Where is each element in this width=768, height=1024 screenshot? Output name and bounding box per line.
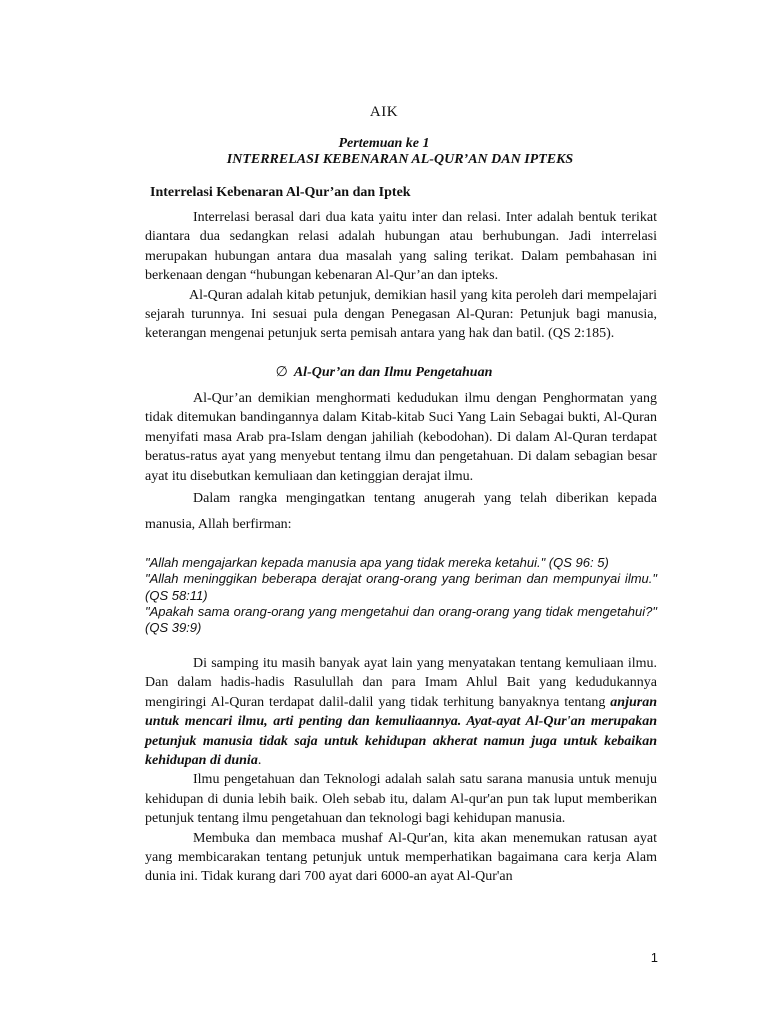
section-heading: Interrelasi Kebenaran Al-Qur’an dan Iptek bbox=[150, 185, 411, 200]
main-heading: INTERRELASI KEBENARAN AL-QUR’AN DAN IPTEKS bbox=[226, 152, 574, 167]
closing-paragraph-1-end: . bbox=[257, 753, 262, 769]
closing-section bbox=[145, 654, 657, 887]
empty-set-bullet-icon: ∅ bbox=[275, 365, 288, 380]
intro-section bbox=[145, 208, 657, 344]
quran-quotes bbox=[145, 555, 657, 636]
intro-paragraph-2: Al-Quran adalah kitab petunjuk, demikian hasil yang kita peroleh dari mempelajari sejarah turunnya. Ini sesuai pula dengan Penegasan Al-Quran: Petunjuk bagi manusia, keterangan mengenai petunjuk serta pemisah antara yang hak dan batil. (QS 2:185). bbox=[145, 287, 657, 342]
meeting-label: Pertemuan ke 1 bbox=[338, 136, 430, 151]
sub-heading-label: Al-Qur’an dan Ilmu Pengetahuan bbox=[293, 365, 493, 380]
closing-paragraph-1-lead: Di samping itu masih banyak ayat lain yang menyatakan tentang kemuliaan ilmu. Dan dalam hadis-hadis Rasulullah dan para Imam Ahlul Bait yang kedudukannya mengiringi Al-Quran terdapat dalil-dalil yang tidak terhitung banyaknya tentang bbox=[145, 656, 657, 710]
knowledge-paragraph-2: Dalam rangka mengingatkan tentang anugerah yang telah diberikan kepada manusia, Allah berfirman: bbox=[145, 491, 657, 533]
quote-1: "Allah mengajarkan kepada manusia apa yang tidak mereka ketahui." (QS 96: 5) bbox=[145, 555, 609, 570]
closing-paragraph-1 bbox=[145, 654, 657, 770]
closing-paragraph-2: Ilmu pengetahuan dan Teknologi adalah salah satu sarana manusia untuk menuju kehidupan di dunia lebih baik. Oleh sebab itu, dalam Al-qur'an pun tak luput memberikan petunjuk tentang ilmu pengetahuan dan teknologi bagi kehidupan manusia. bbox=[145, 772, 657, 827]
intro-paragraph-1: Interrelasi berasal dari dua kata yaitu inter dan relasi. Inter adalah bentuk terikat diantara dua sedangkan relasi adalah hubungan atau berhubungan. Jadi interrelasi merupakan hubungan antara dua masalah yang saling terikat. Dalam pembahasan ini berkenaan dengan “hubungan kebenaran Al-Qur’an dan ipteks. bbox=[145, 210, 657, 284]
knowledge-section bbox=[145, 389, 657, 538]
page-number: 1 bbox=[650, 950, 658, 965]
closing-paragraph-1-emphasis: anjuran untuk mencari ilmu, arti penting dan kemuliaannya. Ayat-ayat Al-Qur'an merupakan petunjuk manusia tidak saja untuk kehidupan akherat namun juga untuk kebaikan kehidupan di dunia bbox=[145, 694, 657, 769]
closing-paragraph-3: Membuka dan membaca mushaf Al-Qur'an, kita akan menemukan ratusan ayat yang membicarakan tentang petunjuk untuk memperhatikan bagaimana cara kerja Alam dunia ini. Tidak kurang dari 700 ayat dari 6000-an ayat Al-Qur'an bbox=[145, 830, 657, 885]
document-title: AIK bbox=[369, 104, 399, 120]
sub-heading bbox=[0, 364, 768, 381]
knowledge-paragraph-1: Al-Qur’an demikian menghormati kedudukan ilmu dengan Penghormatan yang tidak ditemukan bandingannya dalam Kitab-kitab Suci Yang Lain Sebagai bukti, Al-Quran menyifati masa Arab pra-Islam dengan jahiliah (kebodohan). Di dalam Al-Quran terdapat beratus-ratus ayat yang menyebut tentang ilmu dan pengetahuan. Di dalam sebagian besar ayat itu disebutkan kemuliaan dan ketinggian derajat ilmu. bbox=[145, 391, 657, 484]
quote-3: "Apakah sama orang-orang yang mengetahui dan orang-orang yang tidak mengetahui?" (QS 39:9) bbox=[145, 603, 657, 636]
quote-2: "Allah meninggikan beberapa derajat orang-orang yang beriman dan mempunyai ilmu." (QS 58:11) bbox=[145, 571, 657, 603]
